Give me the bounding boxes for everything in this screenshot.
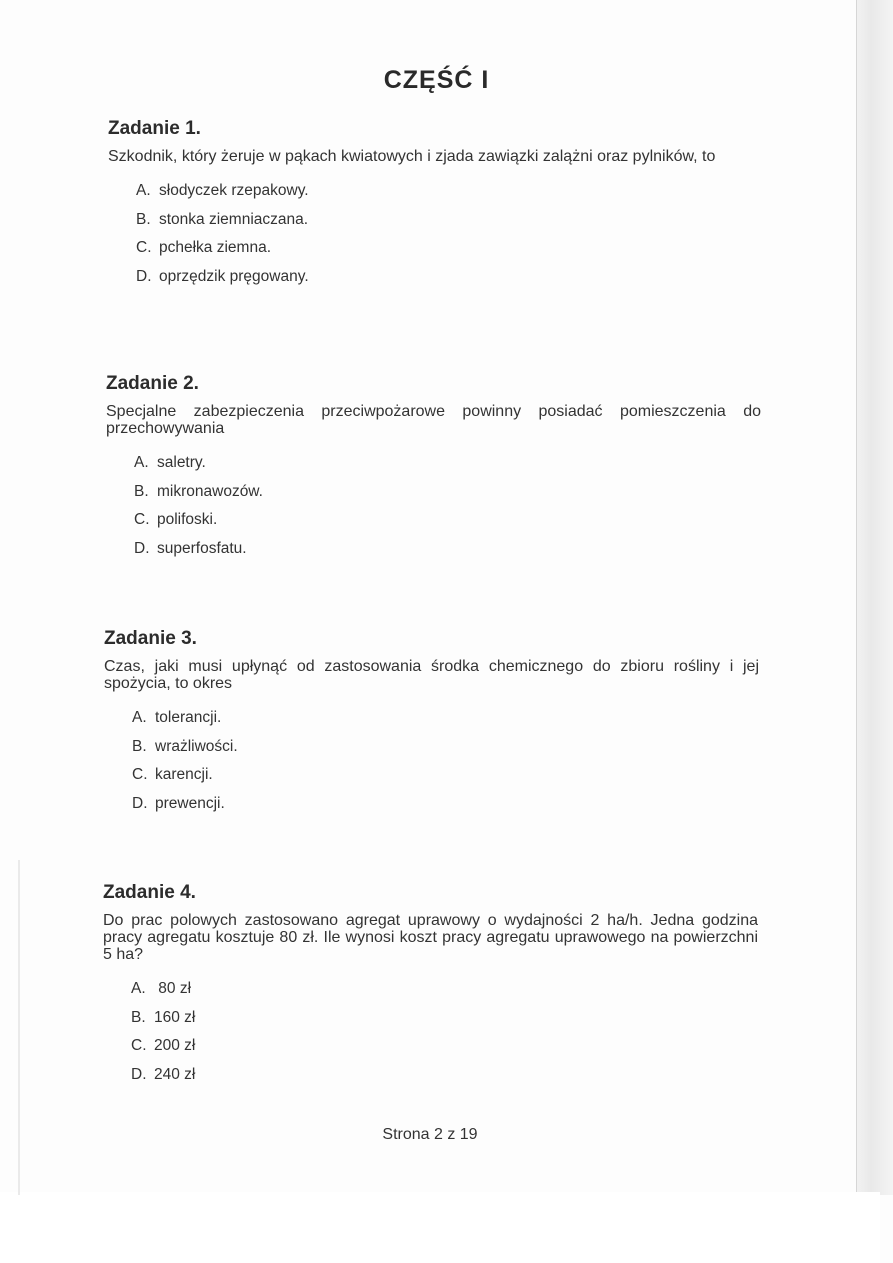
option-letter: C. — [134, 511, 150, 528]
answer-option-a — [132, 704, 759, 733]
option-letter: C. — [136, 239, 152, 256]
task-heading: Zadanie 4. — [103, 882, 196, 903]
option-text: prewencji. — [155, 794, 225, 812]
option-letter: B. — [136, 210, 151, 228]
answer-option-a — [131, 975, 758, 1004]
answer-option-c — [131, 1032, 758, 1061]
option-text: karencji. — [155, 766, 213, 783]
answer-option-b — [131, 1004, 758, 1033]
task-question: Szkodnik, który żeruje w pąkach kwiatowych i zjada zawiązki zalążni oraz pylników, to — [108, 148, 716, 165]
option-letter: A. — [132, 709, 147, 726]
task-1 — [108, 118, 763, 291]
answer-option-d — [134, 535, 761, 564]
option-text: tolerancji. — [155, 709, 222, 726]
answer-option-b — [132, 733, 759, 762]
option-text: mikronawozów. — [157, 482, 263, 500]
answer-option-c — [134, 506, 761, 535]
option-letter: C. — [132, 766, 148, 783]
option-text: wrażliwości. — [155, 737, 238, 755]
task-heading: Zadanie 1. — [108, 118, 201, 139]
answer-option-d — [136, 263, 763, 292]
answer-option-b — [134, 478, 761, 507]
answer-options — [108, 177, 763, 291]
option-text: słodyczek rzepakowy. — [159, 182, 309, 199]
option-text: stonka ziemniaczana. — [159, 210, 309, 228]
scan-bottom-margin — [0, 1192, 880, 1263]
option-text: 160 zł — [154, 1008, 196, 1026]
option-text: 200 zł — [154, 1037, 196, 1054]
answer-option-d — [132, 790, 759, 819]
answer-option-c — [136, 234, 763, 263]
task-question: Czas, jaki musi upłynąć od zastosowania środka chemicznego do zbioru rośliny i jej spożycia, to okres — [104, 658, 759, 692]
task-4 — [103, 882, 758, 1089]
option-text: pchełka ziemna. — [159, 239, 272, 256]
option-letter: B. — [134, 482, 149, 500]
option-text: polifoski. — [157, 511, 218, 528]
task-3 — [104, 628, 759, 818]
option-letter: B. — [131, 1008, 146, 1026]
answer-option-a — [136, 177, 763, 206]
option-letter: A. — [136, 182, 151, 199]
answer-options — [103, 975, 758, 1089]
task-heading: Zadanie 2. — [106, 373, 199, 394]
option-text: oprzędzik pręgowany. — [159, 267, 309, 285]
option-text: saletry. — [157, 454, 206, 471]
scan-left-edge — [18, 860, 20, 1195]
option-text: 80 zł — [154, 980, 192, 997]
option-letter: A. — [134, 454, 149, 471]
option-letter: D. — [136, 267, 152, 285]
answer-options — [104, 704, 759, 818]
option-letter: D. — [134, 539, 150, 557]
option-text: superfosfatu. — [157, 539, 247, 557]
option-letter: B. — [132, 737, 147, 755]
task-question: Do prac polowych zastosowano agregat uprawowy o wydajności 2 ha/h. Jedna godzina pracy agregatu kosztuje 80 zł. Ile wynosi koszt pracy agregatu uprawowego na powierzchni 5 ha? — [103, 912, 758, 963]
option-text: 240 zł — [154, 1065, 196, 1083]
answer-options — [106, 449, 761, 563]
scan-edge-shadow — [856, 0, 893, 1195]
task-heading: Zadanie 3. — [104, 628, 197, 649]
option-letter: D. — [132, 794, 148, 812]
option-letter: D. — [131, 1065, 147, 1083]
task-question: Specjalne zabezpieczenia przeciwpożarowe powinny posiadać pomieszczenia do przechowywania — [106, 403, 761, 437]
page-number: Strona 2 z 19 — [382, 1126, 478, 1143]
answer-option-c — [132, 761, 759, 790]
answer-option-d — [131, 1061, 758, 1090]
answer-option-b — [136, 206, 763, 235]
section-title: CZĘŚĆ I — [383, 66, 490, 94]
task-2 — [106, 373, 761, 563]
answer-option-a — [134, 449, 761, 478]
option-letter: A. — [131, 980, 146, 997]
option-letter: C. — [131, 1037, 147, 1054]
scan-edge-line — [856, 0, 857, 1195]
